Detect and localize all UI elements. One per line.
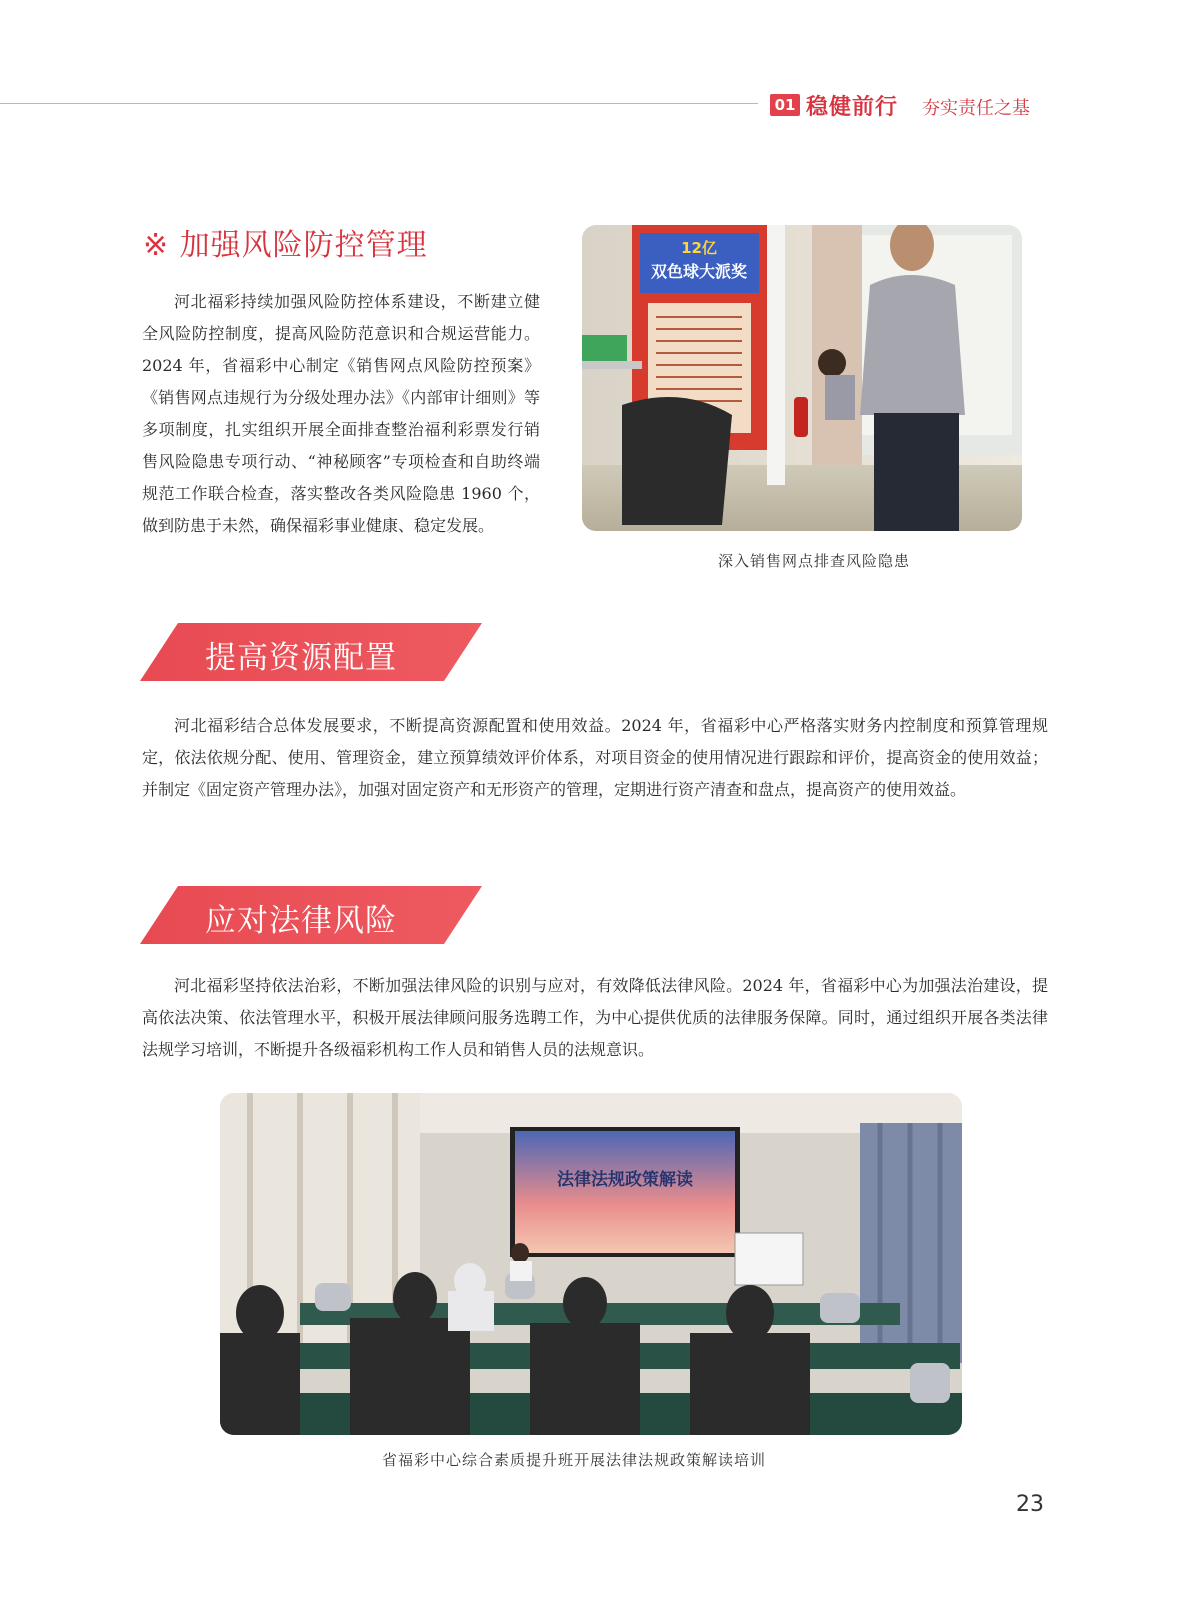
photo-store-inspection	[582, 225, 1022, 531]
caption-legal-training: 省福彩中心综合素质提升班开展法律法规政策解读培训	[382, 1451, 767, 1469]
section-title-risk-control: ※ 加强风险防控管理	[143, 228, 428, 263]
paragraph-resources: 河北福彩结合总体发展要求，不断提高资源配置和使用效益。2024 年，省福彩中心严格落实财务内控制度和预算管理规定，依法依规分配、使用、管理资金，建立预算绩效评价体系，对项目资金的使用情况进行跟踪和评价，提高资金的使用效益；并制定《固定资产管理办法》，加强对固定资产和无形资产的管理，定期进行资产清查和盘点，提高资产的使用效益。	[142, 716, 1048, 799]
header-rule	[0, 103, 758, 104]
caption-store-inspection: 深入销售网点排查风险隐患	[718, 552, 911, 570]
paragraph-legal: 河北福彩坚持依法治彩，不断加强法律风险的识别与应对，有效降低法律风险。2024 年，省福彩中心为加强法治建设，提高依法决策、依法管理水平，积极开展法律顾问服务选聘工作，为中心提供优质的法律服务保障。同时，通过组织开展各类法律法规学习培训，不断提升各级福彩机构工作人员和销售人员的法规意识。	[142, 976, 1048, 1059]
section-title-resources: 提高资源配置	[205, 640, 397, 676]
paragraph-risk-control: 河北福彩持续加强风险防控体系建设，不断建立健全风险防控制度，提高风险防范意识和合规运营能力。2024 年，省福彩中心制定《销售网点风险防控预案》《销售网点违规行为分级处理办法》《内部审计细则》等多项制度，扎实组织开展全面排查整治福利彩票发行销售风险隐患专项行动、“神秘顾客”专项检查和自助终端规范工作联合检查，落实整改各类风险隐患 1960 个，做到防患于未然，确保福彩事业健康、稳定发展。	[142, 292, 540, 535]
chapter-title: 稳健前行	[806, 94, 899, 120]
chapter-subtitle: 夯实责任之基	[922, 98, 1030, 119]
chapter-number-badge: 01	[770, 94, 800, 116]
poster-text: 双色球大派奖	[650, 262, 748, 281]
poster-amount: 12亿	[681, 239, 717, 257]
photo-legal-training	[220, 1093, 962, 1435]
screen-title: 法律法规政策解读	[557, 1170, 693, 1190]
section-title-legal: 应对法律风险	[205, 903, 397, 939]
page-number: 23	[1016, 1492, 1044, 1517]
